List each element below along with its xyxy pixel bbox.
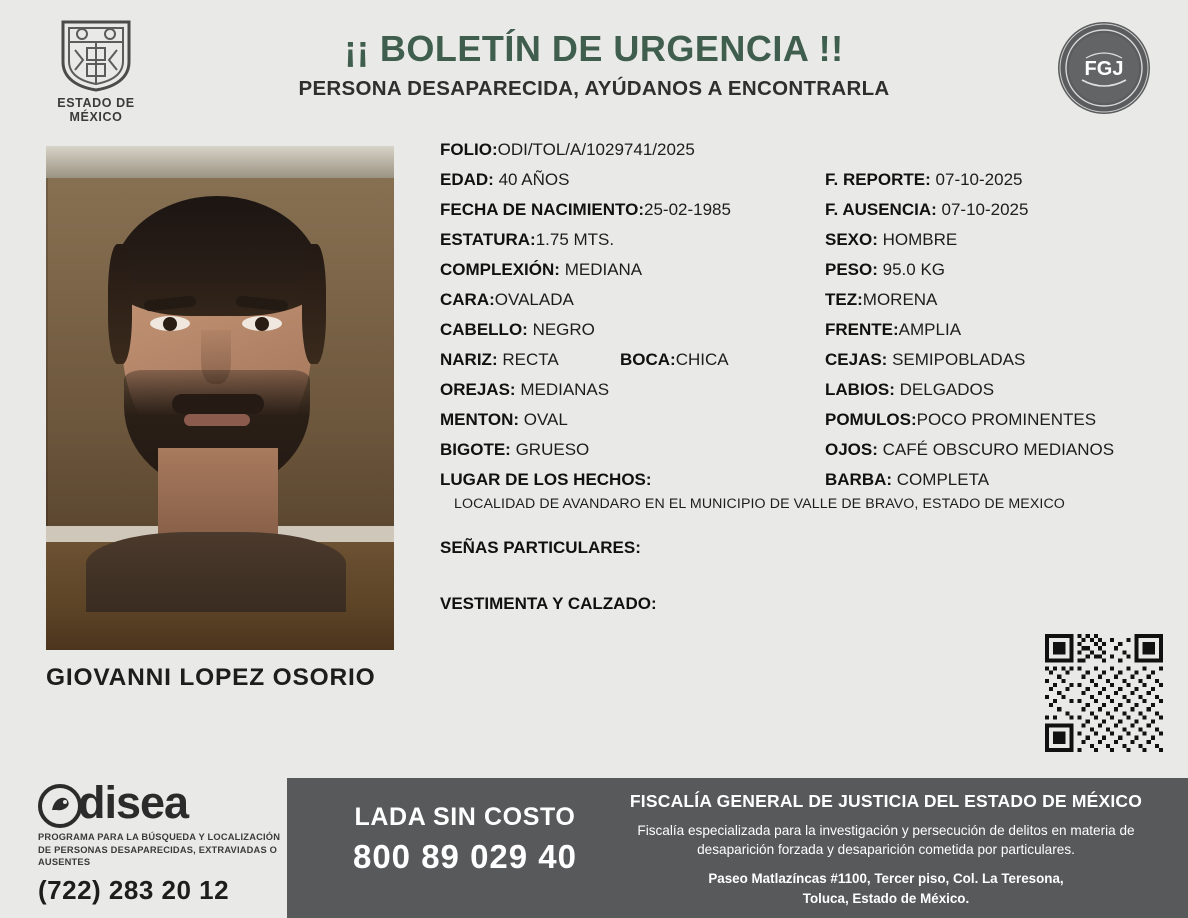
odisea-wordmark: disea [78, 777, 189, 829]
lada-label: LADA SIN COSTO [354, 803, 576, 831]
odisea-subtitle-2: DE PERSONAS DESAPARECIDAS, EXTRAVIADAS O [38, 844, 278, 855]
fgj-seal-icon [1056, 20, 1152, 116]
bigote-label: BIGOTE: [440, 440, 511, 459]
person-photo [46, 146, 394, 650]
lada-block [320, 803, 610, 876]
frente-label: FRENTE: [825, 320, 899, 339]
edad-label: EDAD: [440, 170, 494, 189]
barba-value: COMPLETA [896, 470, 990, 489]
peso-value: 95.0 KG [882, 260, 946, 279]
tez-value: MORENA [862, 290, 938, 309]
cara-value: OVALADA [494, 290, 574, 309]
vestimenta-label: VESTIMENTA Y CALZADO: [440, 594, 657, 613]
page-subtitle: PERSONA DESAPARECIDA, AYÚDANOS A ENCONTRARLA [298, 77, 890, 100]
fgj-info-block [600, 791, 1172, 908]
field-nariz-boca-cejas [440, 350, 1160, 380]
spacer-1 [440, 512, 1160, 538]
fecha-nacimiento-value: 25-02-1985 [644, 200, 731, 219]
orejas-label: OREJAS: [440, 380, 516, 399]
edomex-seal-label: ESTADO DE MÉXICO [57, 96, 135, 124]
fecha-ausencia-value: 07-10-2025 [941, 200, 1029, 219]
field-estatura-sexo [440, 230, 1160, 260]
ojos-value: CAFÉ OBSCURO MEDIANOS [882, 440, 1115, 459]
lugar-hechos-value: LOCALIDAD DE AVANDARO EN EL MUNICIPIO DE VALLE DE BRAVO, ESTADO DE MEXICO [454, 496, 1065, 512]
cara-label: CARA: [440, 290, 495, 309]
cabello-value: NEGRO [532, 320, 595, 339]
field-vestimenta [440, 594, 1160, 624]
fecha-reporte-value: 07-10-2025 [935, 170, 1023, 189]
pomulos-value: POCO PROMINENTES [916, 410, 1097, 429]
fgj-address-line-2: Toluca, Estado de México. [802, 890, 970, 906]
field-cara-tez [440, 290, 1160, 320]
estatura-value: 1.75 MTS. [535, 230, 615, 249]
complexion-value: MEDIANA [564, 260, 643, 279]
boca-value: CHICA [675, 350, 729, 369]
header [0, 0, 1188, 128]
field-lugar-barba [440, 470, 1160, 500]
ojos-label: OJOS: [825, 440, 878, 459]
fecha-ausencia-label: F. AUSENCIA: [825, 200, 937, 219]
barba-label: BARBA: [825, 470, 893, 489]
estatura-label: ESTATURA: [440, 230, 536, 249]
labios-value: DELGADOS [899, 380, 995, 399]
sexo-value: HOMBRE [882, 230, 958, 249]
labios-label: LABIOS: [825, 380, 895, 399]
pomulos-label: POMULOS: [825, 410, 917, 429]
odisea-subtitle-1: PROGRAMA PARA LA BÚSQUEDA Y LOCALIZACIÓN [38, 832, 281, 843]
fecha-nacimiento-label: FECHA DE NACIMIENTO: [440, 200, 644, 219]
fecha-reporte-label: F. REPORTE: [825, 170, 931, 189]
field-senas [440, 538, 1160, 568]
fgj-title: FISCALÍA GENERAL DE JUSTICIA DEL ESTADO DE MÉXICO [629, 790, 1143, 811]
field-bigote-ojos [440, 440, 1160, 470]
footer [0, 778, 1188, 918]
fgj-address-line-1: Paseo Matlazíncas #1100, Tercer piso, Col. La Teresona, [708, 871, 1064, 887]
menton-value: OVAL [523, 410, 568, 429]
svg-text:FGJ: FGJ [1084, 58, 1124, 80]
complexion-label: COMPLEXIÓN: [440, 260, 560, 279]
field-folio [440, 140, 1160, 170]
field-complexion-peso [440, 260, 1160, 290]
cejas-label: CEJAS: [825, 350, 888, 369]
lugar-hechos-label: LUGAR DE LOS HECHOS: [440, 470, 652, 489]
nariz-value: RECTA [502, 350, 559, 369]
odisea-subtitle-3: AUSENTES [38, 857, 91, 868]
odisea-block [38, 778, 288, 906]
boca-label: BOCA: [620, 350, 676, 369]
field-orejas-labios [440, 380, 1160, 410]
folio-label: FOLIO: [440, 140, 498, 159]
field-menton-pomulos [440, 410, 1160, 440]
field-nacimiento-ausencia [440, 200, 1160, 230]
title-block [0, 28, 1188, 101]
menton-label: MENTON: [440, 410, 520, 429]
frente-value: AMPLIA [898, 320, 962, 339]
page-title: ¡¡ BOLETÍN DE URGENCIA !! [344, 28, 844, 69]
nariz-label: NARIZ: [440, 350, 498, 369]
odisea-phone[interactable]: (722) 283 20 12 [38, 875, 230, 905]
sexo-label: SEXO: [825, 230, 878, 249]
tez-label: TEZ: [825, 290, 863, 309]
qr-code [1045, 634, 1163, 752]
folio-value: ODI/TOL/A/1029741/2025 [497, 140, 695, 159]
lada-number[interactable]: 800 89 029 40 [352, 838, 578, 875]
peso-label: PESO: [825, 260, 878, 279]
field-edad-reporte [440, 170, 1160, 200]
person-name: GIOVANNI LOPEZ OSORIO [46, 664, 376, 691]
fgj-description: Fiscalía especializada para la investigación y persecución de delitos en materia de desaparición forzada y desaparición cometida por particulares. [637, 822, 1135, 858]
odisea-logo-icon [38, 784, 78, 824]
orejas-value: MEDIANAS [520, 380, 610, 399]
senas-particulares-label: SEÑAS PARTICULARES: [440, 538, 641, 557]
spacer-2 [440, 568, 1160, 594]
bigote-value: GRUESO [515, 440, 590, 459]
cejas-value: SEMIPOBLADAS [892, 350, 1026, 369]
person-details [440, 140, 1160, 624]
field-cabello-frente [440, 320, 1160, 350]
edad-value: 40 AÑOS [498, 170, 570, 189]
cabello-label: CABELLO: [440, 320, 528, 339]
